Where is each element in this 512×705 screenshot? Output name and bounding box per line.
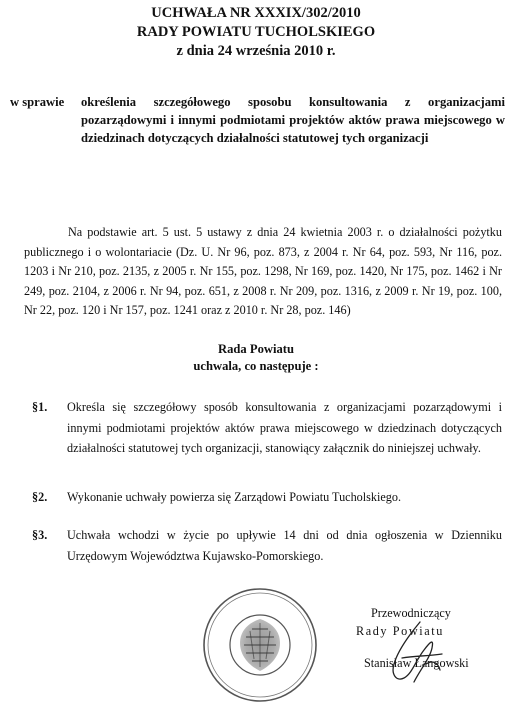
official-seal-stamp (200, 585, 320, 703)
signatory-title: Przewodniczący (371, 606, 451, 620)
council-name: RADY POWIATU TUCHOLSKIEGO (136, 24, 376, 40)
subject-text: określenia szczegółowego sposobu konsultowania z organizacjami pozarządowymi i innymi podmiotami projektów aktów prawa miejscowego w dziedzinach dotyczących działalności statutowej tych organizacji (81, 95, 505, 145)
paragraph-number: §2. (32, 490, 48, 504)
paragraph-number: §3. (32, 528, 48, 542)
handwritten-signature (380, 620, 450, 688)
decision-label: uchwala, co następuje : (193, 359, 319, 373)
paragraph-3 (32, 525, 502, 566)
paragraph-1 (32, 397, 502, 459)
resolution-header (0, 4, 512, 61)
legal-basis: Na podstawie art. 5 ust. 5 ustawy z dnia 24 kwietnia 2003 r. o działalności pożytku publicznego i o wolontariacie (Dz. U. Nr 96, poz. 873, z 2004 r. Nr 64, poz. 593, Nr 116, poz. 1203 i Nr 210, poz. 2135, z 2005 r. Nr 155, poz. 1298, Nr 169, poz. 1420, Nr 175, poz. 1462 i Nr 249, poz. 2104, z 2006 r. Nr 94, poz. 651, z 2008 r. Nr 209, poz. 1316, z 2009 r. Nr 19, poz. 100, Nr 22, poz. 120 i Nr 157, poz. 1241 oraz z 2010 r. Nr 28, poz. 146) (24, 225, 502, 317)
paragraph-number: §1. (32, 400, 48, 414)
paragraph-text: Określa się szczegółowy sposób konsultowania z organizacjami pozarządowymi i innymi podmiotami projektów aktów prawa miejscowego w dziedzinach dotyczących działalności statutowej tych organizacji, stanowiący załącznik do niniejszej uchwały. (67, 400, 502, 455)
council-decision (0, 341, 512, 375)
signatory-body: Rady Powiatu (356, 624, 444, 638)
paragraph-text: Wykonanie uchwały powierza się Zarządowi Powiatu Tucholskiego. (67, 490, 402, 504)
paragraph-text: Uchwała wchodzi w życie po upływie 14 dni od dnia ogłoszenia w Dzienniku Urzędowym Województwa Kujawsko-Pomorskiego. (67, 528, 502, 563)
resolution-date: z dnia 24 września 2010 r. (176, 43, 336, 59)
signatory-name: Stanisław Łangowski (364, 656, 469, 670)
subject-prefix: w sprawie (10, 95, 65, 109)
paragraph-2 (32, 487, 502, 508)
seal-emblem (240, 619, 280, 671)
council-label: Rada Powiatu (218, 342, 294, 356)
resolution-number: UCHWAŁA NR XXXIX/302/2010 (151, 5, 361, 21)
